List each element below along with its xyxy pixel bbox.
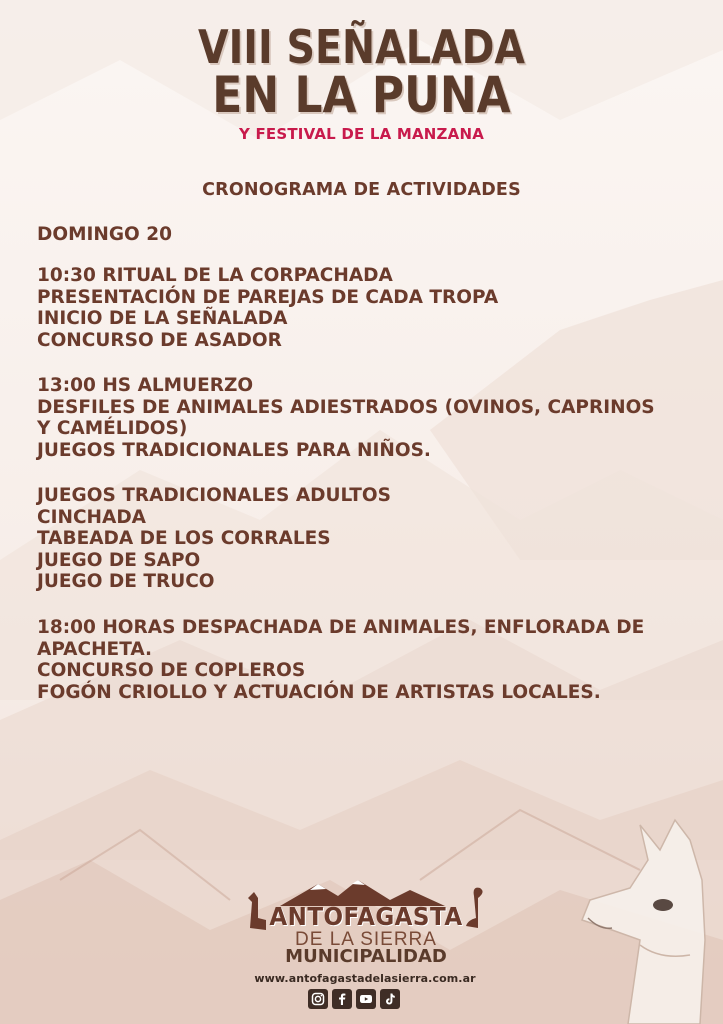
schedule-line: TABEADA DE LOS CORRALES bbox=[37, 528, 331, 549]
schedule-line: APACHETA. bbox=[37, 638, 153, 660]
municipality-label: MUNICIPALIDAD bbox=[285, 946, 447, 967]
schedule-line: 18:00 HORAS DESPACHADA DE ANIMALES, ENFLORADA DE bbox=[37, 617, 645, 638]
schedule-line: JUEGOS TRADICIONALES ADULTOS bbox=[37, 485, 391, 506]
schedule-line: PRESENTACIÓN DE PAREJAS DE CADA TROPA bbox=[37, 286, 499, 308]
schedule-block-2 bbox=[37, 375, 717, 461]
event-subtitle: Y FESTIVAL DE LA MANZANA bbox=[238, 125, 485, 143]
schedule-day bbox=[37, 224, 717, 246]
social-links bbox=[308, 989, 400, 1009]
schedule-line: CINCHADA bbox=[37, 506, 146, 528]
schedule-block-3 bbox=[37, 485, 717, 593]
schedule-line: JUEGOS TRADICIONALES PARA NIÑOS. bbox=[37, 439, 431, 461]
schedule-line: FOGÓN CRIOLLO Y ACTUACIÓN DE ARTISTAS LOCALES. bbox=[37, 681, 601, 703]
schedule-line: 13:00 HS ALMUERZO bbox=[37, 375, 254, 396]
day-label: DOMINGO 20 bbox=[37, 224, 172, 245]
youtube-icon[interactable] bbox=[356, 989, 376, 1009]
schedule-line: JUEGO DE TRUCO bbox=[37, 571, 215, 592]
website-link[interactable]: www.antofagastadelasierra.com.ar bbox=[254, 972, 476, 985]
municipality-subname: DE LA SIERRA bbox=[295, 929, 437, 950]
municipality-name: ANTOFAGASTA bbox=[269, 902, 463, 931]
schedule-line: 10:30 RITUAL DE LA CORPACHADA bbox=[37, 265, 393, 286]
schedule-heading: CRONOGRAMA DE ACTIVIDADES bbox=[202, 180, 521, 200]
instagram-icon[interactable] bbox=[308, 989, 328, 1009]
event-logo-line1: VIII SEÑALADA bbox=[197, 20, 526, 74]
schedule-line: CONCURSO DE COPLEROS bbox=[37, 660, 306, 681]
schedule-line: DESFILES DE ANIMALES ADIESTRADOS (OVINOS, CAPRINOS bbox=[37, 396, 655, 418]
schedule-line: JUEGO DE SAPO bbox=[37, 549, 201, 571]
facebook-icon[interactable] bbox=[332, 989, 352, 1009]
event-logo-line2: EN LA PUNA bbox=[212, 66, 511, 124]
schedule-line: CONCURSO DE ASADOR bbox=[37, 329, 282, 351]
tiktok-icon[interactable] bbox=[380, 989, 400, 1009]
schedule-block-1 bbox=[37, 265, 717, 351]
schedule-line: Y CAMÉLIDOS) bbox=[37, 418, 188, 439]
schedule-block-4 bbox=[37, 617, 717, 703]
schedule-line: INICIO DE LA SEÑALADA bbox=[37, 308, 288, 329]
